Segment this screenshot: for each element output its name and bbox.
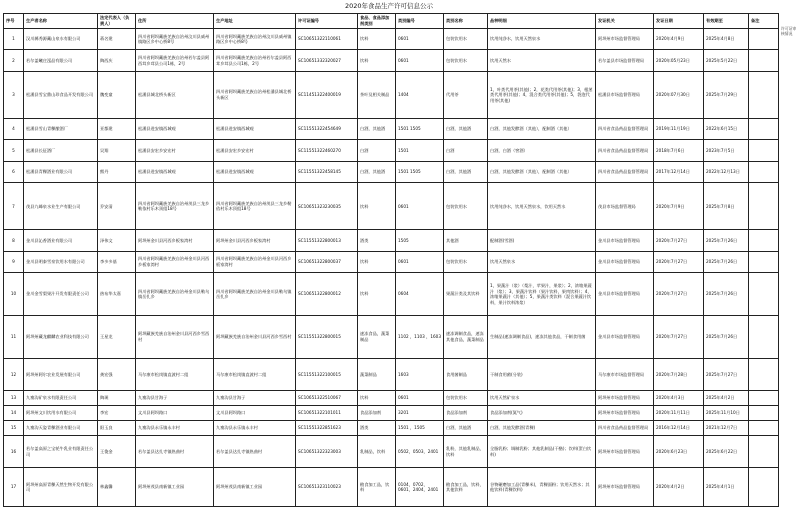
cell-lic: SC11451322400019 bbox=[296, 71, 358, 118]
cell-prod: 松潘县安宏乡安宏村 bbox=[214, 140, 296, 161]
cell-lic: SC11551322800013 bbox=[296, 230, 358, 251]
cell-prod: 四川省阿坝藏族羌族自治州若尔盖县阿西茸乡茸县公司1栋，2号 bbox=[214, 50, 296, 71]
column-header: 发证机关 bbox=[596, 14, 654, 29]
cell-no: 10 bbox=[4, 273, 24, 316]
cell-no: 15 bbox=[4, 421, 24, 436]
cell-issue: 2017年12月14日 bbox=[654, 161, 704, 182]
cell-expire: 2023年7月5日 bbox=[704, 140, 749, 161]
cell-rep: 热布华太嘉 bbox=[98, 273, 136, 316]
cell-detail: 白酒，其他发酵酒（其他），配制酒（其他） bbox=[488, 119, 596, 140]
cell-detail: 干制食用菌(分装) bbox=[488, 358, 596, 390]
table-row bbox=[4, 358, 779, 390]
cell-addr: 马尔康市松岗镇直波村二组 bbox=[136, 358, 214, 390]
cell-issue: 2020年07月30日 bbox=[654, 71, 704, 118]
cell-cname: 食用菌制品 bbox=[444, 358, 488, 390]
cell-cname: 速冻调制食品，速冻其他食品，蔬菜制品 bbox=[444, 316, 488, 359]
cell-expire: 2025年7月26日 bbox=[704, 273, 749, 316]
cell-cat: 饮料 bbox=[358, 50, 396, 71]
cell-memo bbox=[749, 358, 779, 390]
cell-cat: 白酒，其他酒 bbox=[358, 161, 396, 182]
cell-prod: 四川省阿坝藏族羌族自治州汶川县威州镇路区乡中心桥8号 bbox=[214, 29, 296, 50]
cell-issue: 2020年4月9日 bbox=[654, 29, 704, 50]
cell-memo bbox=[749, 436, 779, 468]
cell-rep: 泽伟文 bbox=[98, 230, 136, 251]
cell-cat: 食品添加剂 bbox=[358, 406, 396, 421]
cell-memo bbox=[749, 161, 779, 182]
cell-expire: 2025年4月2日 bbox=[704, 391, 749, 406]
cell-cat: 乳制品，饮料 bbox=[358, 436, 396, 468]
column-header: 有效期至 bbox=[704, 14, 749, 29]
table-row bbox=[4, 251, 779, 272]
cell-name: 汉川縣秀源藏山泉水有限公司 bbox=[24, 29, 98, 50]
cell-prod: 阿坝藏族羌族自治州金川县河西乡雪西村 bbox=[214, 316, 296, 359]
cell-rep: 李宏 bbox=[98, 406, 136, 421]
cell-lic: SC10651322800012 bbox=[296, 273, 358, 316]
cell-name: 松潘县雪山青稞酿酒厂 bbox=[24, 119, 98, 140]
cell-code: 1501 bbox=[396, 140, 444, 161]
cell-code: 0604 bbox=[396, 273, 444, 316]
cell-prod: 四川省阿坝藏族羌族自治州茂县三龙乡勒依村乐木顶组18号 bbox=[214, 183, 296, 230]
cell-cname: 粮食加工品，饮料，其他饮料 bbox=[444, 468, 488, 507]
cell-lic: SC10651332320027 bbox=[296, 50, 358, 71]
cell-memo bbox=[749, 183, 779, 230]
cell-name: 金川县明泰雪泉饮用水有限公司 bbox=[24, 251, 98, 272]
cell-issue: 2020年7月28日 bbox=[654, 358, 704, 390]
cell-addr: 若尔盖县达扎寺镇热曲村 bbox=[136, 436, 214, 468]
column-header: 食品、食品添加剂类别 bbox=[358, 14, 396, 29]
cell-addr: 四川省阿坝藏族羌族自治州若尔盖县阿西茸乡茸县公司1栋，2号 bbox=[136, 50, 214, 71]
cell-cat: 白酒，其他酒 bbox=[358, 119, 396, 140]
cell-no: 12 bbox=[4, 358, 24, 390]
cell-auth: 金川县市场监督管理局 bbox=[596, 230, 654, 251]
cell-cat: 饮料 bbox=[358, 183, 396, 230]
cell-cname: 包装饮用水 bbox=[444, 50, 488, 71]
cell-addr: 四川省阿坝藏族羌族自治州金川县河西乡板家湾村 bbox=[136, 251, 214, 272]
cell-cname: 白酒，其他酒 bbox=[444, 119, 488, 140]
cell-no: 1 bbox=[4, 29, 24, 50]
cell-memo bbox=[749, 230, 779, 251]
table-row bbox=[4, 230, 779, 251]
cell-no: 3 bbox=[4, 71, 24, 118]
table-row bbox=[4, 391, 779, 406]
cell-detail: 白酒，其他发酵酒（其他），配制酒（其他） bbox=[488, 161, 596, 182]
table-row bbox=[4, 316, 779, 359]
cell-code: 1404 bbox=[396, 71, 444, 118]
cell-lic: SC11551322454649 bbox=[296, 119, 358, 140]
cell-expire: 2025年7月26日 bbox=[704, 251, 749, 272]
cell-auth: 茂县市场监督管理局 bbox=[596, 183, 654, 230]
table-row bbox=[4, 468, 779, 507]
cell-addr: 松潘县城北桥头新区 bbox=[136, 71, 214, 118]
cell-expire: 2025年4月1日 bbox=[704, 468, 749, 507]
table-row bbox=[4, 50, 779, 71]
cell-code: 0601 bbox=[396, 29, 444, 50]
cell-detail: 饮用纯净水，饮用天然泉水，饮用天然水 bbox=[488, 183, 596, 230]
cell-cname: 白酒 bbox=[444, 140, 488, 161]
cell-expire: 2022年12月13日 bbox=[704, 161, 749, 182]
cell-auth: 金川县市场监督管理局 bbox=[596, 316, 654, 359]
cell-cname: 白酒，其他酒 bbox=[444, 421, 488, 436]
cell-issue: 2020年4月2日 bbox=[654, 468, 704, 507]
cell-cname: 白酒，其他酒 bbox=[444, 161, 488, 182]
cell-code: 1102 ，1103 ，1603 bbox=[396, 316, 444, 359]
cell-prod: 四川省阿坝藏族羌族自治州金川县勒乌镇岳扎乡 bbox=[214, 273, 296, 316]
cell-detail: 食品添加剂(氮气) bbox=[488, 406, 596, 421]
cell-cname: 包装饮用水 bbox=[444, 251, 488, 272]
cell-expire: 2025年7月26日 bbox=[704, 230, 749, 251]
cell-issue: 2020年11月11日 bbox=[654, 406, 704, 421]
cell-auth: 阿坝州市场监督管理局 bbox=[596, 391, 654, 406]
cell-prod: 九寨沟县永乐镇永丰村 bbox=[214, 421, 296, 436]
cell-issue: 2016年12月14日 bbox=[654, 421, 704, 436]
cell-code: 0601 bbox=[396, 251, 444, 272]
cell-no: 4 bbox=[4, 119, 24, 140]
cell-rep: 陶瑛 bbox=[98, 391, 136, 406]
cell-detail: 饮用天然矿泉水 bbox=[488, 391, 596, 406]
cell-cname: 代用茶 bbox=[444, 71, 488, 118]
cell-rep: 龚宏强 bbox=[98, 358, 136, 390]
cell-cname: 果蔬汁类及其饮料 bbox=[444, 273, 488, 316]
cell-rep: 林鑫馨 bbox=[98, 468, 136, 507]
cell-addr: 松潘县安宏乡安宏村 bbox=[136, 140, 214, 161]
cell-no: 17 bbox=[4, 468, 24, 507]
cell-cat: 粮食加工品，饮料 bbox=[358, 468, 396, 507]
cell-auth: 马尔康市市场监督管理局 bbox=[596, 358, 654, 390]
cell-code: 3201 bbox=[396, 406, 444, 421]
cell-detail: 饮用纯净水，饮用天然泉水 bbox=[488, 29, 596, 50]
cell-issue: 2020年4月3日 bbox=[654, 391, 704, 406]
table-row bbox=[4, 406, 779, 421]
cell-rep: 李多多基 bbox=[98, 251, 136, 272]
table-row bbox=[4, 421, 779, 436]
cell-addr: 松潘县进安镇西城观 bbox=[136, 161, 214, 182]
cell-cname: 包装饮用水 bbox=[444, 29, 488, 50]
cell-lic: SC11551322458145 bbox=[296, 161, 358, 182]
cell-auth: 阿坝州市场监督管理局 bbox=[596, 406, 654, 421]
cell-cat: 饮料 bbox=[358, 251, 396, 272]
cell-name: 金川金雪梨果汁开发有限责任公司 bbox=[24, 273, 98, 316]
cell-addr: 松潘县进安镇西城观 bbox=[136, 119, 214, 140]
cell-auth: 阿坝州市场监督管理局 bbox=[596, 29, 654, 50]
cell-prod: 九寨沟县甘海子 bbox=[214, 391, 296, 406]
cell-detail: 白酒，白酒（窖酒） bbox=[488, 140, 596, 161]
cell-prod: 文川县阿坝路口 bbox=[214, 406, 296, 421]
cell-auth: 四川省食品药品监督管理局 bbox=[596, 421, 654, 436]
cell-prod: 若尔盖县达扎寺镇热曲村 bbox=[214, 436, 296, 468]
cell-memo bbox=[749, 251, 779, 272]
cell-issue: 2020年7月27日 bbox=[654, 251, 704, 272]
cell-issue: 2020年7月27日 bbox=[654, 316, 704, 359]
cell-name: 若尔盖曦庄泓品有限公司 bbox=[24, 50, 98, 71]
cell-issue: 2020年6月23日 bbox=[654, 436, 704, 468]
cell-cat: 饮料 bbox=[358, 391, 396, 406]
cell-name: 松潘县青稞酒业有限公司 bbox=[24, 161, 98, 182]
cell-name: 阿坝州文川饮用水有限公司 bbox=[24, 406, 98, 421]
cell-cname: 包装饮用水 bbox=[444, 183, 488, 230]
cell-rep: 魏变童 bbox=[98, 71, 136, 118]
cell-cname: 包装饮用水 bbox=[444, 391, 488, 406]
cell-prod: 阿坝州金川县河西乡板家湾村 bbox=[214, 230, 296, 251]
cell-prod: 四川省阿坝藏族羌族自治州金川县河西乡板家湾村 bbox=[214, 251, 296, 272]
cell-cat: 酒类 bbox=[358, 421, 396, 436]
cell-prod: 阿坝州茂县南新镇工业园 bbox=[214, 468, 296, 507]
cell-no: 2 bbox=[4, 50, 24, 71]
column-header: 类别名称 bbox=[444, 14, 488, 29]
cell-cname: 乳粉，其他乳制品，饮料 bbox=[444, 436, 488, 468]
cell-no: 9 bbox=[4, 251, 24, 272]
cell-no: 11 bbox=[4, 316, 24, 359]
cell-name: 松潘县雪宝鼎山珍食品开发有限公司 bbox=[24, 71, 98, 118]
cell-lic: SC11551322460270 bbox=[296, 140, 358, 161]
cell-addr: 九寨沟县甘海子 bbox=[136, 391, 214, 406]
cell-cat: 速冻食品，蔬菜制品 bbox=[358, 316, 396, 359]
cell-detail: 1，叶类代用茶(其他)；2，花类代用茶(其他)；3，根茎类代用茶(其他)；4，混合类代用茶(其他)；5，袋泡代用茶(其他) bbox=[488, 71, 596, 118]
column-header: 发证日期 bbox=[654, 14, 704, 29]
cell-code: 0502，0503，2401 bbox=[396, 436, 444, 468]
cell-rep: 王星龙 bbox=[98, 316, 136, 359]
cell-no: 6 bbox=[4, 161, 24, 182]
cell-addr: 阿坝州茂县南新镇工业园 bbox=[136, 468, 214, 507]
cell-prod: 四川省阿坝藏族羌族自治州松潘县城北桥头新区 bbox=[214, 71, 296, 118]
cell-no: 14 bbox=[4, 406, 24, 421]
cell-code: 0601 bbox=[396, 183, 444, 230]
cell-detail: 1，果蔬汁（浆）（梨汁，苹果汁，果浆）；2，浓缩果蔬汁（浆）；3，果蔬汁饮料（果汁饮料，果肉饮料）；4，浓缩果蔬汁（其他）；5，果蔬汁类饮料（混合果蔬汁饮料，果汁饮料浓浆） bbox=[488, 273, 596, 316]
column-header: 备注 bbox=[749, 14, 779, 29]
cell-code: 1501 1505 bbox=[396, 161, 444, 182]
cell-prod: 松潘县进安镇西城观 bbox=[214, 119, 296, 140]
cell-expire: 2025年7月29日 bbox=[704, 71, 749, 118]
cell-expire: 2025年11月10日 bbox=[704, 406, 749, 421]
cell-rep: 亚都建 bbox=[98, 119, 136, 140]
cell-detail: 饮用天然水 bbox=[488, 50, 596, 71]
cell-name: 阿坝州藏龙麒麟农业科技有限公司 bbox=[24, 316, 98, 359]
column-header: 生产者名称 bbox=[24, 14, 98, 29]
cell-expire: 2022年6月15日 bbox=[704, 119, 749, 140]
cell-auth: 四川省食品药品监督管理局 bbox=[596, 119, 654, 140]
cell-memo bbox=[749, 71, 779, 118]
cell-lic: SC10651322110061 bbox=[296, 29, 358, 50]
cell-code: 1505 bbox=[396, 230, 444, 251]
cell-memo bbox=[749, 273, 779, 316]
cell-issue: 2020年7月27日 bbox=[654, 230, 704, 251]
cell-lic: SC10651322800037 bbox=[296, 251, 358, 272]
cell-expire: 2025年4月8日 bbox=[704, 29, 749, 50]
cell-rep: 陶西庆 bbox=[98, 50, 136, 71]
cell-auth: 四川省食品药品监督管理局 bbox=[596, 161, 654, 182]
cell-name: 松潘县长征酒厂 bbox=[24, 140, 98, 161]
table-row bbox=[4, 183, 779, 230]
cell-lic: SC11551322100015 bbox=[296, 358, 358, 390]
cell-code: 0601 bbox=[396, 50, 444, 71]
cell-memo bbox=[749, 316, 779, 359]
cell-lic: SC11551322800015 bbox=[296, 316, 358, 359]
cell-code: 1501 ，1505 bbox=[396, 421, 444, 436]
cell-auth: 金川县市场监督管理局 bbox=[596, 273, 654, 316]
cell-memo bbox=[749, 29, 779, 50]
cell-cat: 茶叶及相关制品 bbox=[358, 71, 396, 118]
cell-cname: 食品添加剂 bbox=[444, 406, 488, 421]
cell-no: 16 bbox=[4, 436, 24, 468]
table-row bbox=[4, 71, 779, 118]
cell-addr: 四川省阿坝藏族羌族自治州汶川县威州镇路区乡中心桥8号 bbox=[136, 29, 214, 50]
table-body bbox=[4, 29, 779, 507]
cell-rep: 熊丹 bbox=[98, 161, 136, 182]
cell-no: 7 bbox=[4, 183, 24, 230]
cell-rep: 乔安清 bbox=[98, 183, 136, 230]
cell-addr: 四川省阿坝藏族羌族自治州茂县三龙乡勒依村乐木顶组18号 bbox=[136, 183, 214, 230]
cell-memo bbox=[749, 50, 779, 71]
cell-memo bbox=[749, 391, 779, 406]
column-header: 法定代表人（负责人） bbox=[98, 14, 136, 29]
cell-issue: 2020年7月9日 bbox=[654, 183, 704, 230]
cell-auth: 阿坝州市场监督管理局 bbox=[596, 436, 654, 468]
cell-auth: 若尔盖县市场监督管理局 bbox=[596, 50, 654, 71]
cell-cat: 蔬菜制品 bbox=[358, 358, 396, 390]
cell-cat: 酒类 bbox=[358, 230, 396, 251]
table-row bbox=[4, 140, 779, 161]
cell-auth: 阿坝州市场监督管理局 bbox=[596, 468, 654, 507]
cell-auth: 四川省食品药品监督管理局 bbox=[596, 140, 654, 161]
table-header-row bbox=[4, 14, 779, 29]
cell-memo bbox=[749, 119, 779, 140]
cell-cname: 其他酒 bbox=[444, 230, 488, 251]
cell-auth: 松潘县市场监督管理局 bbox=[596, 71, 654, 118]
cell-auth: 金川县市场监督管理局 bbox=[596, 251, 654, 272]
cell-addr: 四川省阿坝藏族羌族自治州金川县勒乌镇岳扎乡 bbox=[136, 273, 214, 316]
cell-detail: 谷物碾磨加工品(青稞米)，青稞面粉；饮用天然水；其他饮料(青稞饮料) bbox=[488, 468, 596, 507]
cell-addr: 文川县阿坝路口 bbox=[136, 406, 214, 421]
cell-rep: 王俊金 bbox=[98, 436, 136, 468]
column-header: 生产地址 bbox=[214, 14, 296, 29]
cell-detail: 饮用天然泉水 bbox=[488, 251, 596, 272]
cell-no: 8 bbox=[4, 230, 24, 251]
cell-name: 茂县九峰泉水业生产有限公司 bbox=[24, 183, 98, 230]
cell-addr: 九寨沟县永乐镇永丰村 bbox=[136, 421, 214, 436]
cell-issue: 2020年05月23日 bbox=[654, 50, 704, 71]
cell-code: 1603 bbox=[396, 358, 444, 390]
cell-expire: 2025年5月22日 bbox=[704, 50, 749, 71]
cell-detail: 白酒，其他发酵酒(青稞) bbox=[488, 421, 596, 436]
side-note: 许可证审核情况 bbox=[781, 26, 797, 36]
cell-detail: 生制品(速冻调制食品)，速冻其他食品，干制食用菌 bbox=[488, 316, 596, 359]
cell-memo bbox=[749, 421, 779, 436]
cell-expire: 2025年7月27日 bbox=[704, 358, 749, 390]
cell-prod: 马尔康市松岗镇直波村二组 bbox=[214, 358, 296, 390]
cell-expire: 2021年12月7日 bbox=[704, 421, 749, 436]
cell-issue: 2020年7月27日 bbox=[654, 273, 704, 316]
table-row bbox=[4, 29, 779, 50]
cell-expire: 2025年6月22日 bbox=[704, 436, 749, 468]
cell-detail: 全脂乳粉；调制乳粉；其他乳制品(干酪)；饮料(蛋白饮料) bbox=[488, 436, 596, 468]
cell-cat: 饮料 bbox=[358, 273, 396, 316]
cell-lic: SC10651322101011 bbox=[296, 406, 358, 421]
cell-prod: 松潘县进安镇西城观 bbox=[214, 161, 296, 182]
cell-memo bbox=[749, 140, 779, 161]
cell-expire: 2025年7月8日 bbox=[704, 183, 749, 230]
cell-cat: 饮料 bbox=[358, 29, 396, 50]
cell-issue: 2019年11月19日 bbox=[654, 119, 704, 140]
table-row bbox=[4, 273, 779, 316]
table-row bbox=[4, 119, 779, 140]
cell-rep: 吴翔 bbox=[98, 140, 136, 161]
cell-name: 九寨沟天姿青稞酒业有限公司 bbox=[24, 421, 98, 436]
cell-cat: 白酒 bbox=[358, 140, 396, 161]
cell-name: 九寨沟矿泉水有限责任公司 bbox=[24, 391, 98, 406]
table-row bbox=[4, 161, 779, 182]
cell-lic: SC10651322510067 bbox=[296, 391, 358, 406]
cell-detail: 配制酒(雪酒) bbox=[488, 230, 596, 251]
cell-addr: 阿坝藏族羌族自治州金川县河西乡雪西村 bbox=[136, 316, 214, 359]
column-header: 类别编号 bbox=[396, 14, 444, 29]
license-table bbox=[3, 13, 779, 507]
cell-no: 13 bbox=[4, 391, 24, 406]
cell-lic: SC10651323230035 bbox=[296, 183, 358, 230]
page-title: 2020年食品生产许可信息公示 bbox=[344, 2, 434, 10]
cell-rep: 阳玉良 bbox=[98, 421, 136, 436]
cell-lic: SC11551322851623 bbox=[296, 421, 358, 436]
cell-lic: SC10651322323003 bbox=[296, 436, 358, 468]
cell-memo bbox=[749, 468, 779, 507]
cell-name: 阿坝州高原青稞天然生物开发有限公司 bbox=[24, 468, 98, 507]
column-header: 序号 bbox=[4, 14, 24, 29]
cell-rep: 蒋名建 bbox=[98, 29, 136, 50]
cell-addr: 阿坝州金川县河西乡板家湾村 bbox=[136, 230, 214, 251]
cell-name: 阿坝州阿尔农业发展有限公司 bbox=[24, 358, 98, 390]
cell-code: 0104，0702，0601，2404，2401 bbox=[396, 468, 444, 507]
table-row bbox=[4, 436, 779, 468]
cell-memo bbox=[749, 406, 779, 421]
column-header: 品种明细 bbox=[488, 14, 596, 29]
cell-no: 5 bbox=[4, 140, 24, 161]
cell-name: 金川县沁香酒业有限公司 bbox=[24, 230, 98, 251]
cell-name: 若尔盖高原之宝牦牛乳业有限责任公司 bbox=[24, 436, 98, 468]
cell-issue: 2018年7月6日 bbox=[654, 140, 704, 161]
column-header: 住所 bbox=[136, 14, 214, 29]
cell-code: 1501 1505 bbox=[396, 119, 444, 140]
cell-expire: 2025年7月26日 bbox=[704, 316, 749, 359]
cell-lic: SC10651323110023 bbox=[296, 468, 358, 507]
cell-code: 0601 bbox=[396, 391, 444, 406]
column-header: 许可证编号 bbox=[296, 14, 358, 29]
